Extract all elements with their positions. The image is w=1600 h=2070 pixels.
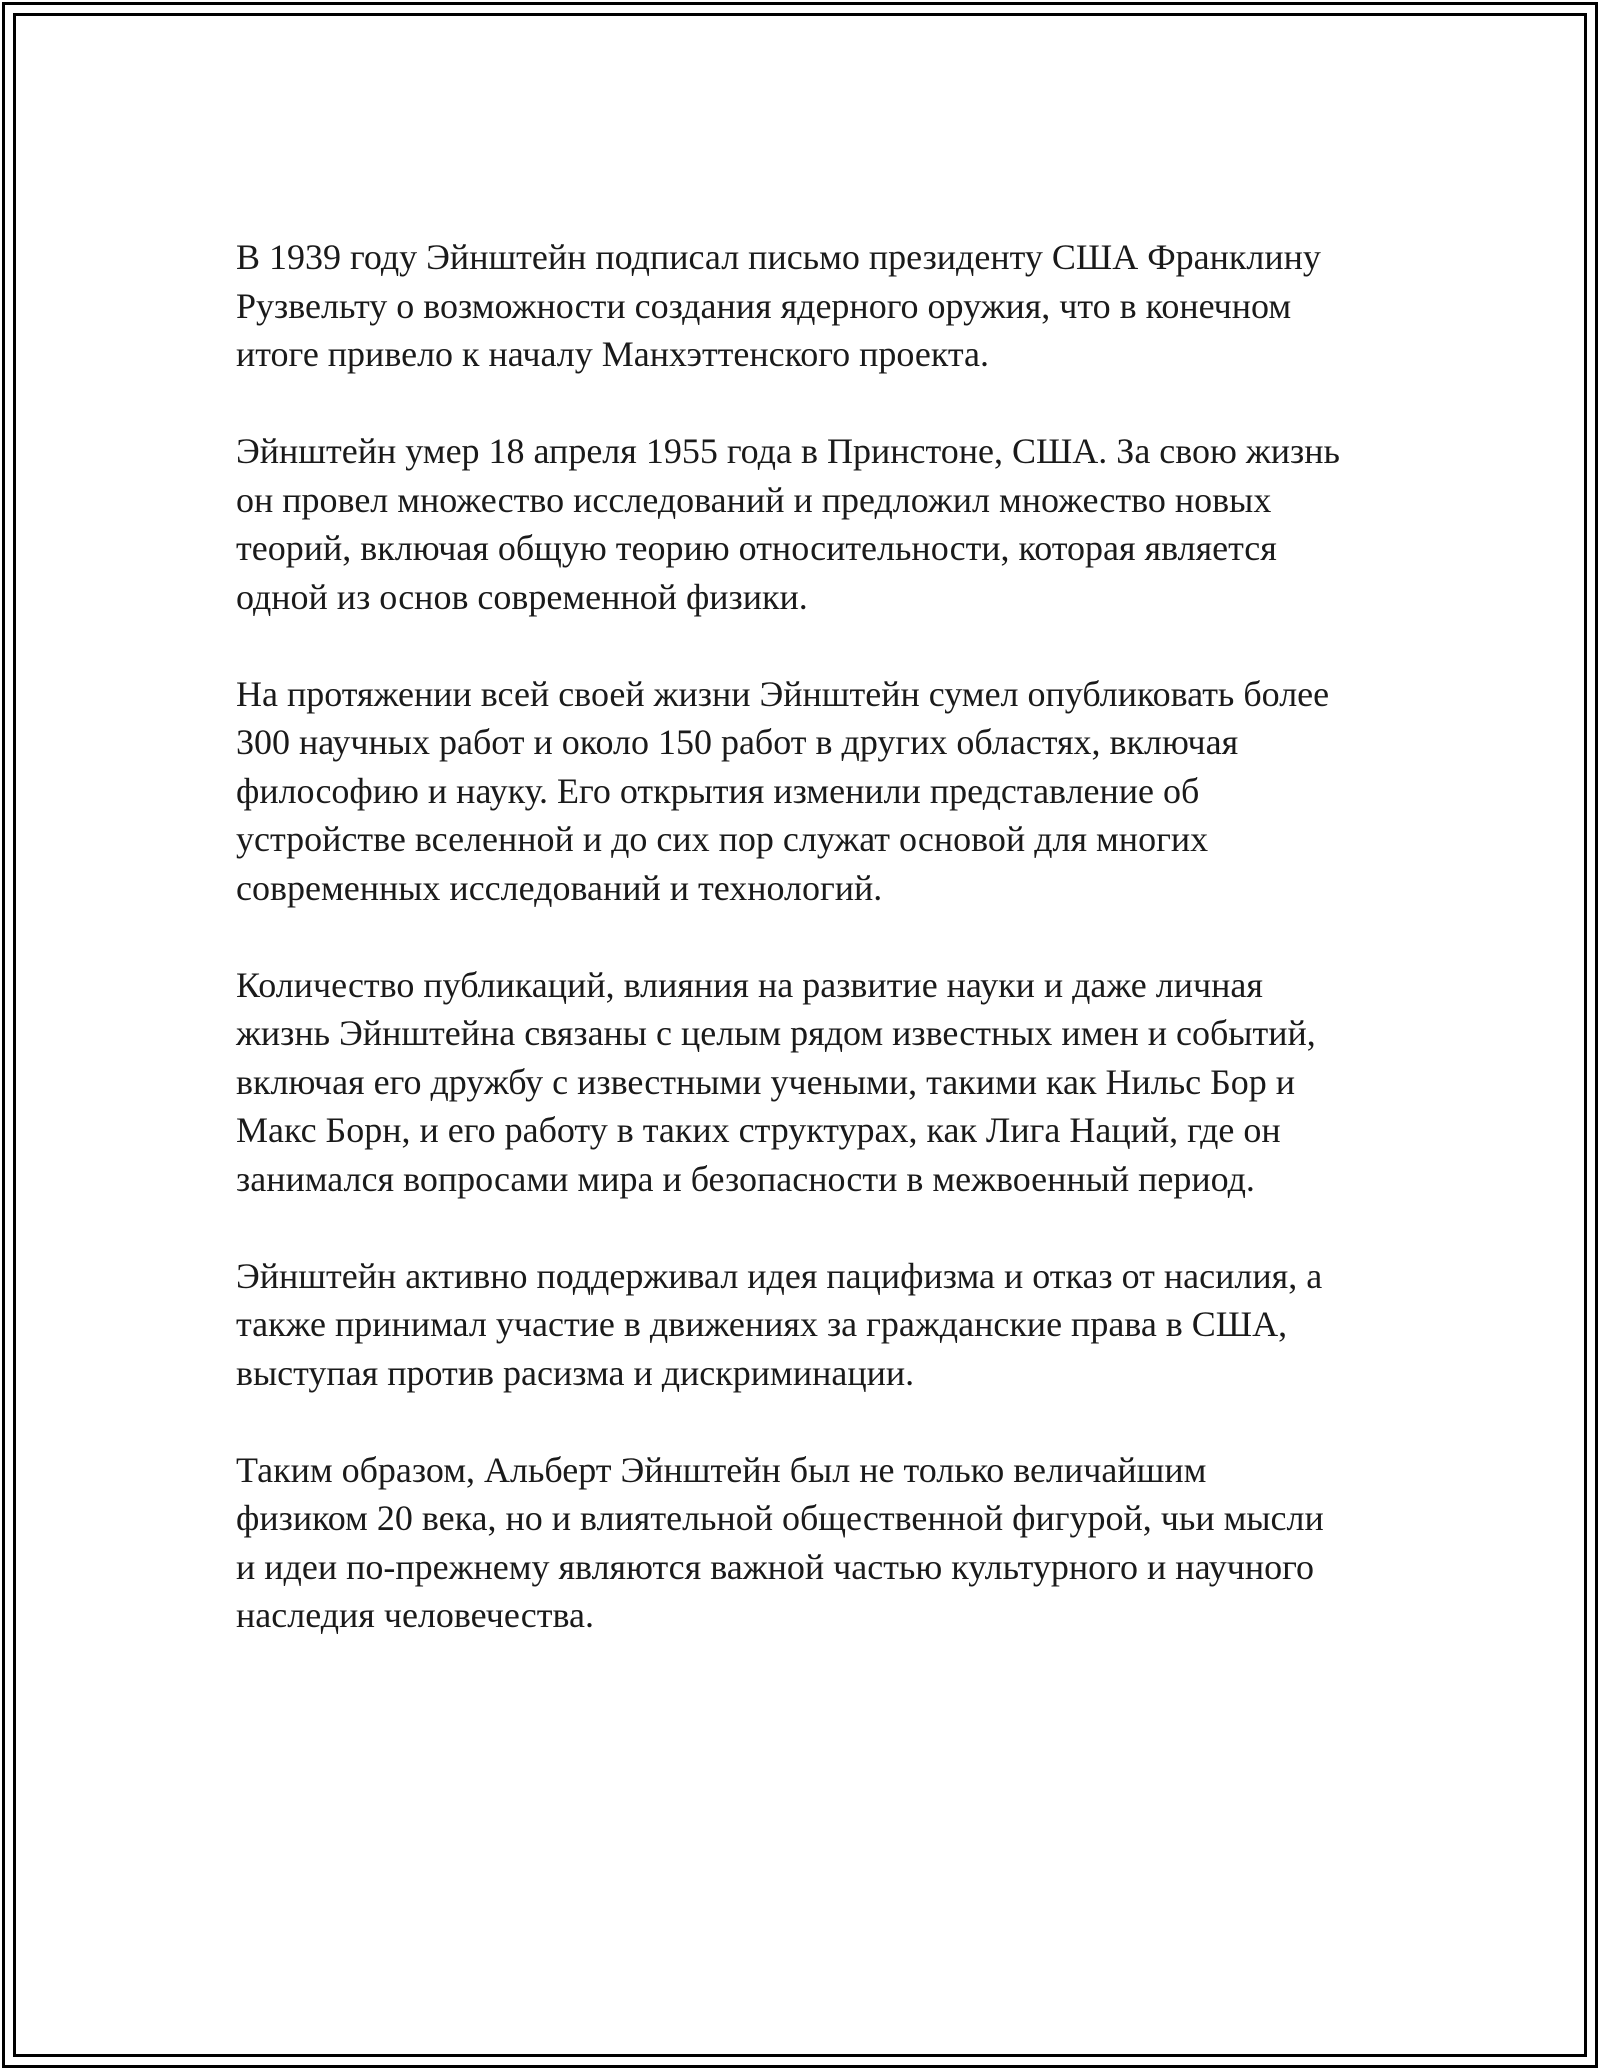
text-line: физиком 20 века, но и влиятельной общественной фигурой, чьи мысли — [236, 1498, 1324, 1538]
text-line: выступая против расизма и дискриминации. — [236, 1352, 915, 1393]
text-line: В 1939 году Эйнштейн подписал письмо президенту США Франклину — [236, 237, 1321, 277]
text-line: философию и науку. Его открытия изменили представление об — [236, 770, 1200, 811]
text-line: он провел множество исследований и предложил множество новых — [236, 479, 1272, 520]
text-line: Эйнштейн активно поддерживал идея пацифизма и отказ от насилия, а — [236, 1255, 1323, 1296]
paragraph-5 — [236, 1252, 1386, 1398]
text-line: занимался вопросами мира и безопасности в межвоенный период. — [236, 1158, 1255, 1199]
text-line: современных исследований и технологий. — [236, 867, 883, 908]
paragraph-4 — [236, 961, 1386, 1204]
text-line: Рузвельту о возможности создания ядерного оружия, что в конечном — [236, 285, 1292, 326]
paragraph-1 — [236, 233, 1386, 379]
text-line: жизнь Эйнштейна связаны с целым рядом известных имен и событий, — [236, 1013, 1316, 1053]
text-line: Эйнштейн умер 18 апреля 1955 года в Принстоне, США. За свою жизнь — [236, 431, 1340, 471]
paragraph-2 — [236, 427, 1386, 621]
text-line: На протяжении всей своей жизни Эйнштейн сумел опубликовать более — [236, 673, 1330, 714]
text-line: 300 научных работ и около 150 работ в других областях, включая — [236, 722, 1239, 762]
text-line: устройстве вселенной и до сих пор служат основой для многих — [236, 819, 1209, 859]
text-line: итоге привело к началу Манхэттенского проекта. — [236, 334, 990, 374]
text-line: теорий, включая общую теорию относительности, которая является — [236, 528, 1277, 568]
text-line: включая его дружбу с известными учеными, такими как Нильс Бор и — [236, 1061, 1296, 1102]
paragraph-3 — [236, 670, 1386, 913]
text-line: наследия человечества. — [236, 1595, 594, 1635]
document-body — [236, 233, 1386, 1688]
text-line: Таким образом, Альберт Эйнштейн был не только величайшим — [236, 1449, 1207, 1490]
text-line: одной из основ современной физики. — [236, 576, 808, 617]
text-line: и идеи по-прежнему являются важной частью культурного и научного — [236, 1546, 1314, 1587]
text-line: также принимал участие в движениях за гражданские права в США, — [236, 1304, 1288, 1344]
text-line: Макс Борн, и его работу в таких структурах, как Лига Наций, где он — [236, 1110, 1281, 1150]
paragraph-6 — [236, 1446, 1386, 1640]
text-line: Количество публикаций, влияния на развитие науки и даже личная — [236, 964, 1263, 1005]
